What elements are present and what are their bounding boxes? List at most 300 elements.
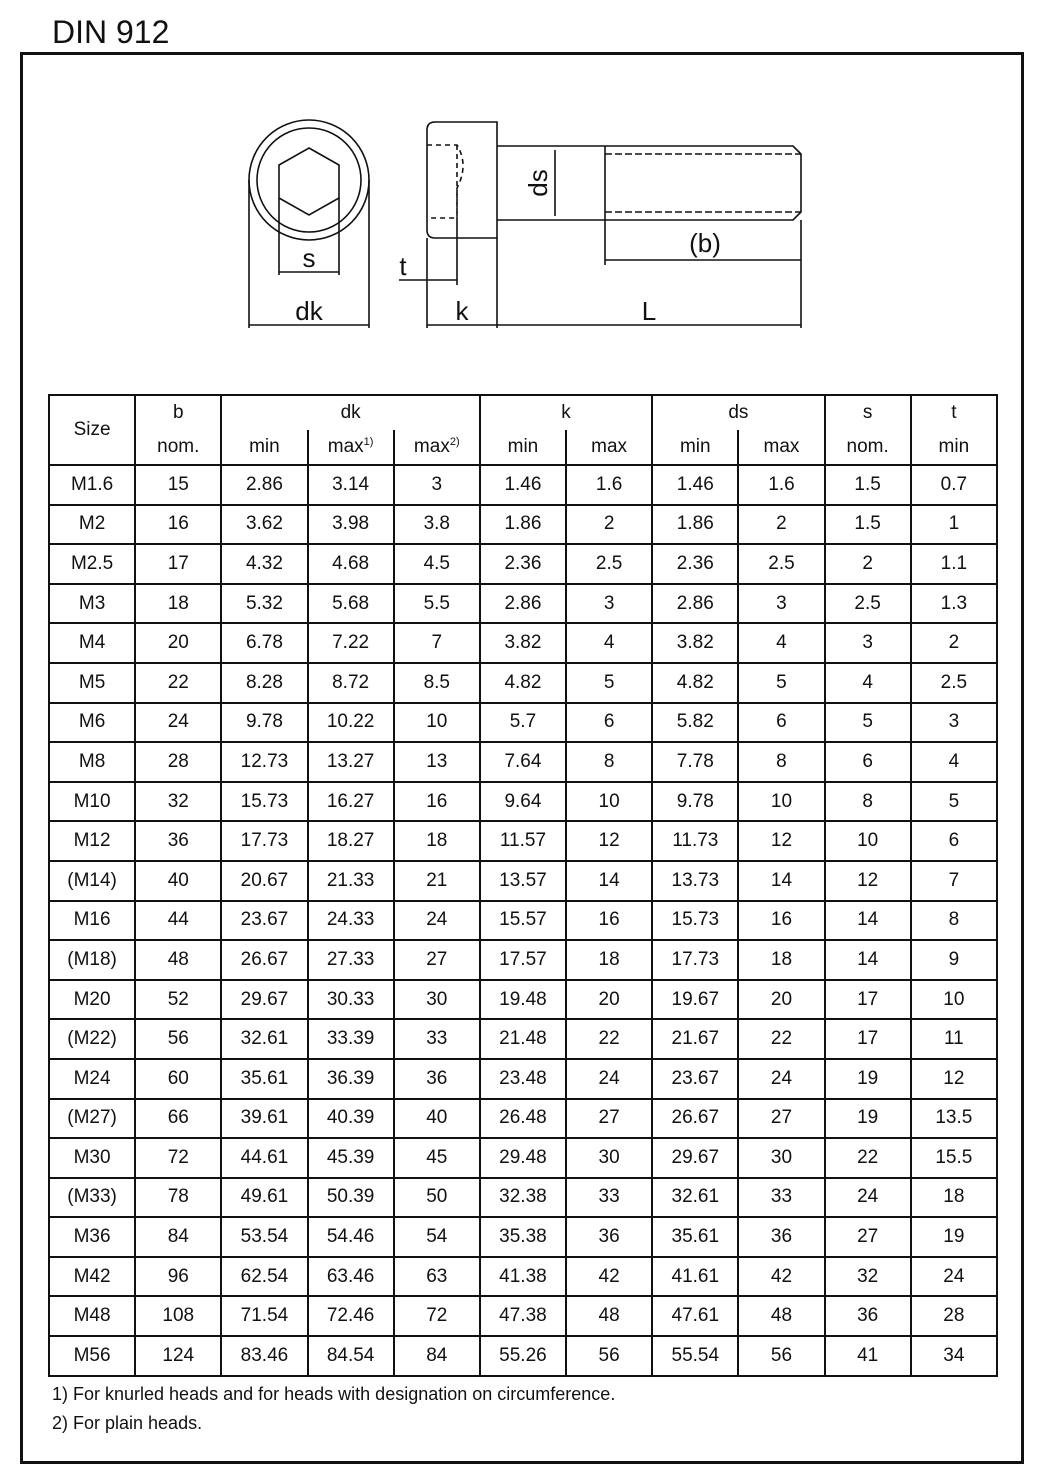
table-cell: 4.32 xyxy=(221,544,307,584)
table-cell: 5 xyxy=(566,663,652,703)
table-cell: 5 xyxy=(738,663,824,703)
table-cell: 56 xyxy=(738,1336,824,1376)
table-cell: 15.73 xyxy=(652,901,738,941)
table-row xyxy=(49,821,997,861)
table-cell: 4 xyxy=(911,742,997,782)
table-cell: 24 xyxy=(911,1257,997,1297)
table-cell: 3.82 xyxy=(480,623,566,663)
table-cell: 11.73 xyxy=(652,821,738,861)
table-cell: 18 xyxy=(566,940,652,980)
table-cell: 27 xyxy=(738,1099,824,1139)
col-k: k xyxy=(480,395,652,430)
table-cell: 36 xyxy=(566,1217,652,1257)
table-cell: 33 xyxy=(394,1019,480,1059)
table-cell: 24 xyxy=(135,703,221,743)
table-cell: 14 xyxy=(825,940,911,980)
table-cell: 39.61 xyxy=(221,1099,307,1139)
table-row xyxy=(49,980,997,1020)
table-cell: 21.67 xyxy=(652,1019,738,1059)
table-row xyxy=(49,1217,997,1257)
table-cell: 108 xyxy=(135,1296,221,1336)
table-cell: 16.27 xyxy=(308,782,394,822)
table-cell: 42 xyxy=(566,1257,652,1297)
table-cell: 32.61 xyxy=(221,1019,307,1059)
size-cell: M4 xyxy=(49,623,135,663)
size-cell: M56 xyxy=(49,1336,135,1376)
table-cell: 84 xyxy=(394,1336,480,1376)
label-s: s xyxy=(302,243,316,273)
size-cell: M5 xyxy=(49,663,135,703)
table-cell: 20 xyxy=(135,623,221,663)
table-cell: 30 xyxy=(738,1138,824,1178)
table-cell: 3.8 xyxy=(394,505,480,545)
table-cell: 11 xyxy=(911,1019,997,1059)
table-cell: 7.64 xyxy=(480,742,566,782)
table-cell: 35.61 xyxy=(652,1217,738,1257)
table-cell: 24 xyxy=(566,1059,652,1099)
label-L: L xyxy=(641,296,657,326)
table-row xyxy=(49,940,997,980)
screw-head-side xyxy=(427,122,497,238)
table-cell: 8 xyxy=(566,742,652,782)
table-cell: 72 xyxy=(135,1138,221,1178)
table-cell: 45.39 xyxy=(308,1138,394,1178)
table-cell: 45 xyxy=(394,1138,480,1178)
table-cell: 36 xyxy=(135,821,221,861)
table-cell: 6 xyxy=(566,703,652,743)
table-cell: 7.78 xyxy=(652,742,738,782)
table-cell: 7 xyxy=(394,623,480,663)
table-cell: 13.5 xyxy=(911,1099,997,1139)
table-cell: 32 xyxy=(825,1257,911,1297)
table-row xyxy=(49,901,997,941)
table-cell: 14 xyxy=(738,861,824,901)
label-ds: ds xyxy=(523,169,553,197)
table-cell: 8.28 xyxy=(221,663,307,703)
table-cell: 1.46 xyxy=(480,465,566,505)
table-cell: 26.48 xyxy=(480,1099,566,1139)
size-cell: (M22) xyxy=(49,1019,135,1059)
table-cell: 17 xyxy=(825,980,911,1020)
table-cell: 4 xyxy=(825,663,911,703)
table-cell: 10.22 xyxy=(308,703,394,743)
table-cell: 26.67 xyxy=(221,940,307,980)
table-cell: 26.67 xyxy=(652,1099,738,1139)
table-cell: 18.27 xyxy=(308,821,394,861)
table-cell: 21 xyxy=(394,861,480,901)
table-cell: 3.82 xyxy=(652,623,738,663)
size-cell: M2.5 xyxy=(49,544,135,584)
table-cell: 30.33 xyxy=(308,980,394,1020)
table-cell: 14 xyxy=(825,901,911,941)
table-cell: 19 xyxy=(911,1217,997,1257)
table-cell: 17.73 xyxy=(221,821,307,861)
table-cell: 52 xyxy=(135,980,221,1020)
sub-k-max: max xyxy=(566,430,652,465)
size-cell: (M18) xyxy=(49,940,135,980)
table-row xyxy=(49,1296,997,1336)
table-cell: 33 xyxy=(738,1178,824,1218)
table-cell: 27 xyxy=(394,940,480,980)
table-cell: 8 xyxy=(825,782,911,822)
table-cell: 4.82 xyxy=(652,663,738,703)
table-cell: 41 xyxy=(825,1336,911,1376)
footnote-1: 1) For knurled heads and for heads with designation on circumference. xyxy=(52,1384,616,1404)
table-cell: 6 xyxy=(738,703,824,743)
table-cell: 15.73 xyxy=(221,782,307,822)
table-cell: 15.57 xyxy=(480,901,566,941)
table-cell: 32.38 xyxy=(480,1178,566,1218)
table-cell: 2.86 xyxy=(221,465,307,505)
table-cell: 96 xyxy=(135,1257,221,1297)
screw-drawing xyxy=(235,110,820,345)
table-cell: 66 xyxy=(135,1099,221,1139)
table-cell: 1.86 xyxy=(480,505,566,545)
table-cell: 23.67 xyxy=(221,901,307,941)
table-cell: 8 xyxy=(911,901,997,941)
table-cell: 6 xyxy=(911,821,997,861)
table-cell: 35.61 xyxy=(221,1059,307,1099)
table-cell: 3.14 xyxy=(308,465,394,505)
table-cell: 23.48 xyxy=(480,1059,566,1099)
table-cell: 18 xyxy=(738,940,824,980)
sub-dk-max2: $\max^{2)}$ xyxy=(394,430,480,465)
table-cell: 30 xyxy=(394,980,480,1020)
sub-ds-min: min xyxy=(652,430,738,465)
table-cell: 3 xyxy=(566,584,652,624)
table-cell: 72.46 xyxy=(308,1296,394,1336)
table-cell: 10 xyxy=(911,980,997,1020)
table-cell: 18 xyxy=(394,821,480,861)
table-cell: 71.54 xyxy=(221,1296,307,1336)
table-cell: 2 xyxy=(825,544,911,584)
table-cell: 19 xyxy=(825,1059,911,1099)
size-cell: (M27) xyxy=(49,1099,135,1139)
size-cell: M12 xyxy=(49,821,135,861)
col-ds: ds xyxy=(652,395,824,430)
table-cell: 22 xyxy=(825,1138,911,1178)
size-cell: (M14) xyxy=(49,861,135,901)
table-cell: 22 xyxy=(566,1019,652,1059)
table-cell: 41.61 xyxy=(652,1257,738,1297)
table-cell: 4.68 xyxy=(308,544,394,584)
label-k: k xyxy=(455,296,469,326)
size-cell: M48 xyxy=(49,1296,135,1336)
sub-t-min: min xyxy=(911,430,997,465)
table-cell: 28 xyxy=(135,742,221,782)
table-cell: 8.72 xyxy=(308,663,394,703)
table-row xyxy=(49,1257,997,1297)
table-cell: 5.68 xyxy=(308,584,394,624)
table-cell: 56 xyxy=(135,1019,221,1059)
table-cell: 47.38 xyxy=(480,1296,566,1336)
table-row xyxy=(49,544,997,584)
size-cell: M3 xyxy=(49,584,135,624)
table-cell: 5.32 xyxy=(221,584,307,624)
size-cell: M42 xyxy=(49,1257,135,1297)
table-cell: 17 xyxy=(135,544,221,584)
table-cell: 9.78 xyxy=(652,782,738,822)
table-cell: 32 xyxy=(135,782,221,822)
table-cell: 6 xyxy=(825,742,911,782)
table-cell: 34 xyxy=(911,1336,997,1376)
head-inner-circle xyxy=(257,128,361,232)
table-cell: 27 xyxy=(566,1099,652,1139)
table-cell: 3 xyxy=(825,623,911,663)
table-cell: 5.7 xyxy=(480,703,566,743)
table-cell: 49.61 xyxy=(221,1178,307,1218)
table-cell: 12 xyxy=(911,1059,997,1099)
table-cell: 19.67 xyxy=(652,980,738,1020)
table-row xyxy=(49,505,997,545)
table-row xyxy=(49,782,997,822)
table-cell: 29.67 xyxy=(652,1138,738,1178)
table-cell: 48 xyxy=(566,1296,652,1336)
table-cell: 36 xyxy=(738,1217,824,1257)
table-cell: 40.39 xyxy=(308,1099,394,1139)
table-row xyxy=(49,1178,997,1218)
table-subheader-row xyxy=(49,430,997,465)
table-cell: 36 xyxy=(825,1296,911,1336)
size-cell: M36 xyxy=(49,1217,135,1257)
table-cell: 18 xyxy=(911,1178,997,1218)
table-cell: 16 xyxy=(394,782,480,822)
dimension-table xyxy=(48,394,998,1377)
size-cell: M10 xyxy=(49,782,135,822)
col-dk: dk xyxy=(221,395,480,430)
table-cell: 55.26 xyxy=(480,1336,566,1376)
table-cell: 13.57 xyxy=(480,861,566,901)
table-cell: 54.46 xyxy=(308,1217,394,1257)
table-cell: 30 xyxy=(566,1138,652,1178)
table-cell: 7 xyxy=(911,861,997,901)
table-cell: 9.64 xyxy=(480,782,566,822)
table-cell: 21.33 xyxy=(308,861,394,901)
table-cell: 21.48 xyxy=(480,1019,566,1059)
table-cell: 1.86 xyxy=(652,505,738,545)
size-cell: M16 xyxy=(49,901,135,941)
table-row xyxy=(49,1138,997,1178)
table-cell: 10 xyxy=(566,782,652,822)
table-cell: 3.98 xyxy=(308,505,394,545)
table-cell: 28 xyxy=(911,1296,997,1336)
table-cell: 5.5 xyxy=(394,584,480,624)
table-cell: 7.22 xyxy=(308,623,394,663)
table-cell: 40 xyxy=(135,861,221,901)
table-cell: 5 xyxy=(825,703,911,743)
table-cell: 4 xyxy=(566,623,652,663)
table-cell: 35.38 xyxy=(480,1217,566,1257)
table-cell: 29.67 xyxy=(221,980,307,1020)
table-cell: 4.82 xyxy=(480,663,566,703)
table-cell: 24 xyxy=(825,1178,911,1218)
table-cell: 27.33 xyxy=(308,940,394,980)
table-cell: 1.5 xyxy=(825,505,911,545)
table-cell: 6.78 xyxy=(221,623,307,663)
label-dk: dk xyxy=(295,296,323,326)
table-cell: 9 xyxy=(911,940,997,980)
table-cell: 29.48 xyxy=(480,1138,566,1178)
sub-s-nom: nom. xyxy=(825,430,911,465)
table-cell: 5.82 xyxy=(652,703,738,743)
col-b: b xyxy=(135,395,221,430)
table-cell: 47.61 xyxy=(652,1296,738,1336)
table-cell: 2 xyxy=(566,505,652,545)
table-cell: 24.33 xyxy=(308,901,394,941)
table-cell: 22 xyxy=(135,663,221,703)
table-cell: 53.54 xyxy=(221,1217,307,1257)
table-cell: 4 xyxy=(738,623,824,663)
table-row xyxy=(49,663,997,703)
table-cell: 33 xyxy=(566,1178,652,1218)
table-cell: 3 xyxy=(394,465,480,505)
table-row xyxy=(49,1336,997,1376)
table-cell: 10 xyxy=(394,703,480,743)
table-cell: 1.5 xyxy=(825,465,911,505)
table-cell: 83.46 xyxy=(221,1336,307,1376)
table-cell: 63 xyxy=(394,1257,480,1297)
table-cell: 11.57 xyxy=(480,821,566,861)
table-cell: 2.36 xyxy=(480,544,566,584)
table-cell: 24 xyxy=(394,901,480,941)
table-cell: 2.5 xyxy=(825,584,911,624)
table-cell: 10 xyxy=(738,782,824,822)
col-size: Size xyxy=(49,395,135,465)
page-title: DIN 912 xyxy=(52,14,170,50)
table-cell: 10 xyxy=(825,821,911,861)
table-cell: 1 xyxy=(911,505,997,545)
table-cell: 3 xyxy=(911,703,997,743)
table-cell: 44 xyxy=(135,901,221,941)
table-cell: 1.46 xyxy=(652,465,738,505)
table-cell: 16 xyxy=(738,901,824,941)
hex-socket xyxy=(279,148,339,215)
footnote-2: 2) For plain heads. xyxy=(52,1413,203,1433)
table-cell: 18 xyxy=(135,584,221,624)
table-cell: 15.5 xyxy=(911,1138,997,1178)
table-cell: 19 xyxy=(825,1099,911,1139)
table-cell: 36.39 xyxy=(308,1059,394,1099)
table-cell: 44.61 xyxy=(221,1138,307,1178)
table-cell: 13 xyxy=(394,742,480,782)
size-cell: M8 xyxy=(49,742,135,782)
table-cell: 13.73 xyxy=(652,861,738,901)
sub-ds-max: max xyxy=(738,430,824,465)
table-cell: 54 xyxy=(394,1217,480,1257)
table-cell: 12 xyxy=(738,821,824,861)
table-cell: 50.39 xyxy=(308,1178,394,1218)
table-cell: 2 xyxy=(738,505,824,545)
table-cell: 16 xyxy=(135,505,221,545)
table-cell: 2.86 xyxy=(652,584,738,624)
table-cell: 62.54 xyxy=(221,1257,307,1297)
table-cell: 8 xyxy=(738,742,824,782)
table-cell: 14 xyxy=(566,861,652,901)
size-cell: M20 xyxy=(49,980,135,1020)
table-row xyxy=(49,703,997,743)
table-cell: 27 xyxy=(825,1217,911,1257)
table-cell: 24 xyxy=(738,1059,824,1099)
table-cell: 60 xyxy=(135,1059,221,1099)
table-cell: 48 xyxy=(738,1296,824,1336)
head-outer-circle xyxy=(249,120,369,240)
table-cell: 17 xyxy=(825,1019,911,1059)
sub-dk-max1: $\max^{1)}$ xyxy=(308,430,394,465)
table-cell: 9.78 xyxy=(221,703,307,743)
table-cell: 84 xyxy=(135,1217,221,1257)
size-cell: M30 xyxy=(49,1138,135,1178)
table-cell: 33.39 xyxy=(308,1019,394,1059)
table-cell: 84.54 xyxy=(308,1336,394,1376)
footnotes xyxy=(52,1380,615,1438)
table-cell: 124 xyxy=(135,1336,221,1376)
table-cell: 17.57 xyxy=(480,940,566,980)
table-cell: 2 xyxy=(911,623,997,663)
table-cell: 78 xyxy=(135,1178,221,1218)
table-cell: 12 xyxy=(566,821,652,861)
table-cell: 42 xyxy=(738,1257,824,1297)
table-cell: 40 xyxy=(394,1099,480,1139)
table-cell: 15 xyxy=(135,465,221,505)
table-cell: 2.5 xyxy=(566,544,652,584)
table-cell: 8.5 xyxy=(394,663,480,703)
size-cell: M24 xyxy=(49,1059,135,1099)
table-cell: 55.54 xyxy=(652,1336,738,1376)
table-cell: 41.38 xyxy=(480,1257,566,1297)
table-cell: 12.73 xyxy=(221,742,307,782)
size-cell: M1.6 xyxy=(49,465,135,505)
table-cell: 48 xyxy=(135,940,221,980)
sub-k-min: min xyxy=(480,430,566,465)
table-row xyxy=(49,861,997,901)
table-cell: 63.46 xyxy=(308,1257,394,1297)
table-cell: 32.61 xyxy=(652,1178,738,1218)
table-cell: 1.6 xyxy=(566,465,652,505)
table-cell: 50 xyxy=(394,1178,480,1218)
sub-b-nom: nom. xyxy=(135,430,221,465)
table-row xyxy=(49,623,997,663)
table-cell: 4.5 xyxy=(394,544,480,584)
table-body xyxy=(49,465,997,1376)
table-header-row xyxy=(49,395,997,430)
col-s: s xyxy=(825,395,911,430)
table-cell: 2.36 xyxy=(652,544,738,584)
table-cell: 2.86 xyxy=(480,584,566,624)
size-cell: M2 xyxy=(49,505,135,545)
table-cell: 13.27 xyxy=(308,742,394,782)
table-cell: 1.3 xyxy=(911,584,997,624)
table-row xyxy=(49,1019,997,1059)
table-cell: 20 xyxy=(738,980,824,1020)
table-row xyxy=(49,742,997,782)
table-cell: 56 xyxy=(566,1336,652,1376)
table-cell: 23.67 xyxy=(652,1059,738,1099)
size-cell: M6 xyxy=(49,703,135,743)
table-cell: 17.73 xyxy=(652,940,738,980)
table-cell: 2.5 xyxy=(911,663,997,703)
table-cell: 1.6 xyxy=(738,465,824,505)
label-t: t xyxy=(399,251,407,281)
table-cell: 16 xyxy=(566,901,652,941)
table-cell: 1.1 xyxy=(911,544,997,584)
table-row xyxy=(49,584,997,624)
col-t: t xyxy=(911,395,997,430)
table-row xyxy=(49,1099,997,1139)
table-row xyxy=(49,465,997,505)
table-cell: 3 xyxy=(738,584,824,624)
table-cell: 20.67 xyxy=(221,861,307,901)
label-b: (b) xyxy=(689,228,721,258)
